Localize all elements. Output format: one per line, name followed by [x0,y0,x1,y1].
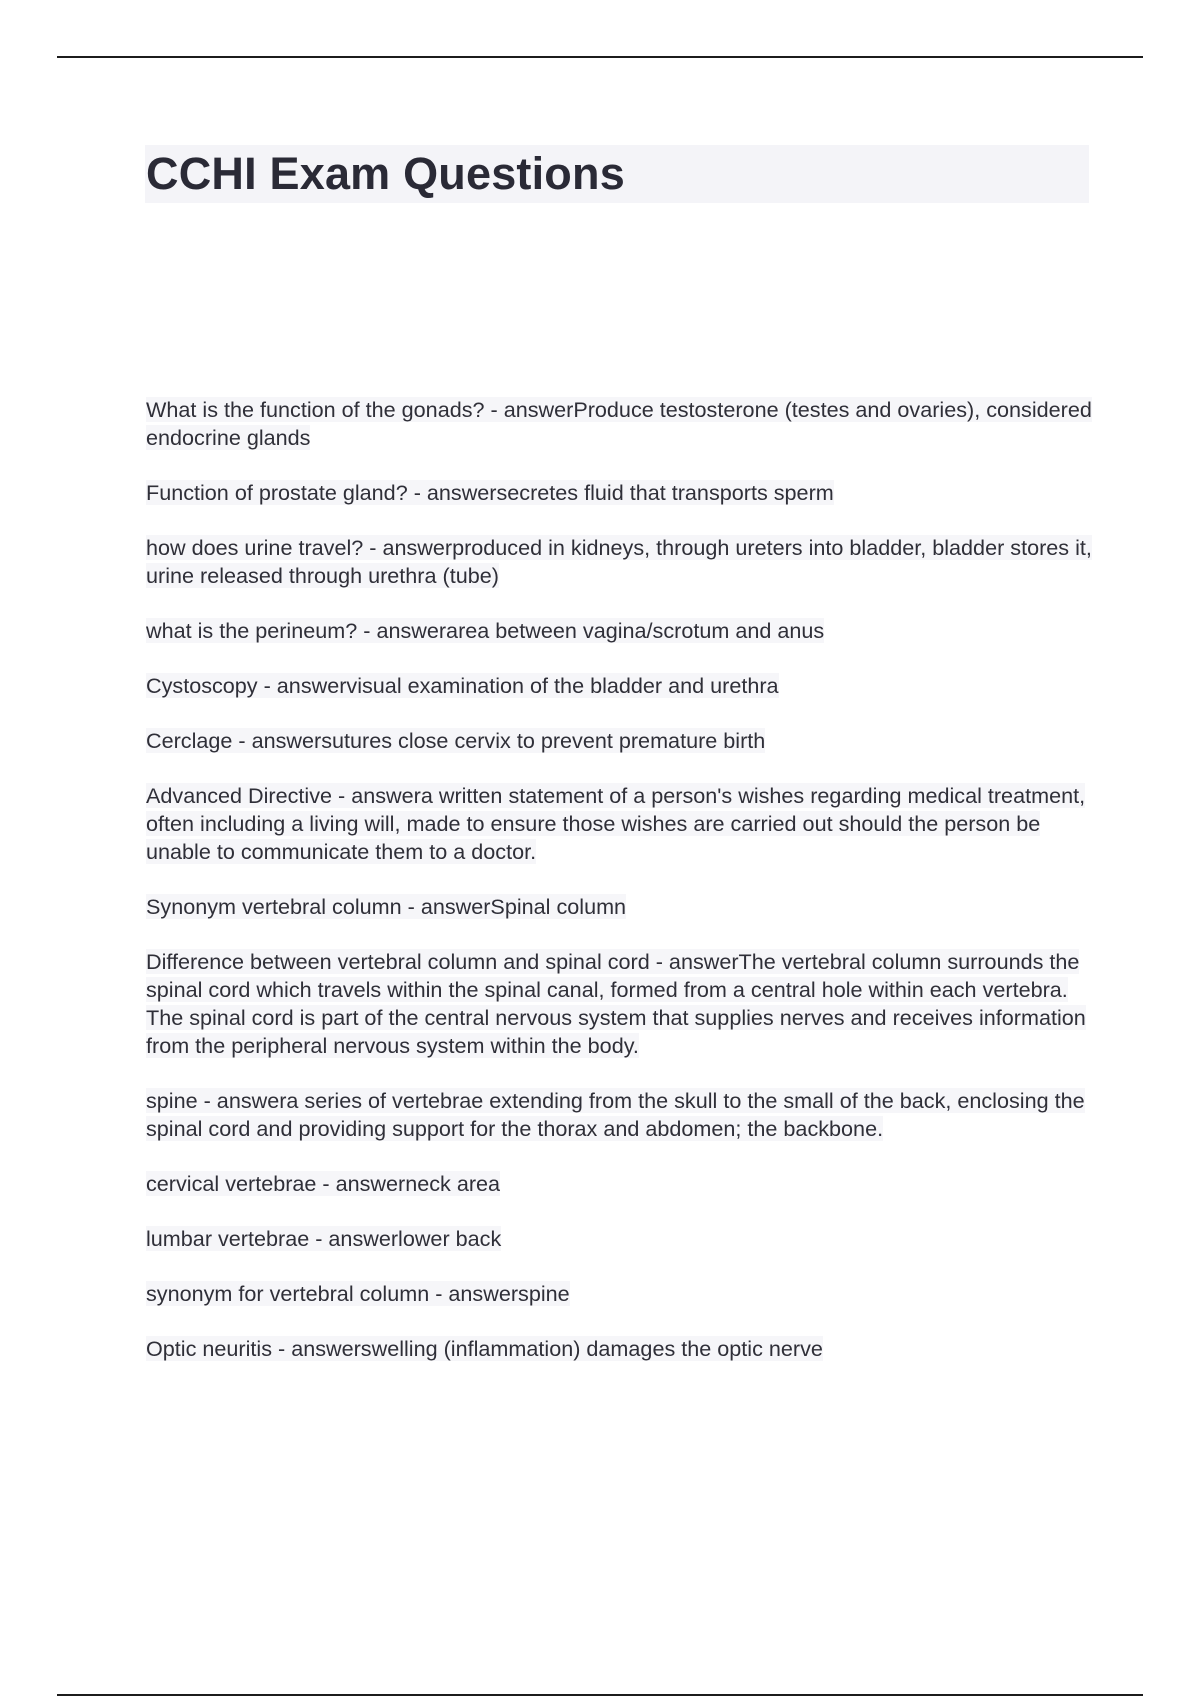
qa-text: synonym for vertebral column - answerspine [146,1281,570,1306]
qa-text: what is the perineum? - answerarea between vagina/scrotum and anus [146,618,825,643]
qa-item [146,727,1096,755]
page-title: CCHI Exam Questions [146,148,625,199]
qa-item [146,1225,1096,1253]
qa-text: Difference between vertebral column and spinal cord - answerThe vertebral column surrounds the spinal cord which travels within the spinal canal, formed from a central hole within each vertebra. The spinal cord is part of the central nervous system that supplies nerves and receives information from the peripheral nervous system within the body. [146,949,1086,1058]
qa-item [146,893,1096,921]
qa-item [146,782,1096,866]
qa-text: how does urine travel? - answerproduced in kidneys, through ureters into bladder, bladder stores it, urine released through urethra (tube) [146,535,1092,588]
qa-text: Advanced Directive - answera written statement of a person's wishes regarding medical treatment, often including a living will, made to ensure those wishes are carried out should the person be unable to communicate them to a doctor. [146,783,1086,864]
qa-item [146,617,1096,645]
qa-text: What is the function of the gonads? - answerProduce testosterone (testes and ovaries), considered endocrine glands [146,397,1092,450]
qa-item [146,1087,1096,1143]
qa-list [146,396,1096,1390]
qa-text: Synonym vertebral column - answerSpinal column [146,894,627,919]
qa-text: Cerclage - answersutures close cervix to prevent premature birth [146,728,766,753]
qa-item [146,396,1096,452]
top-divider [57,56,1143,58]
qa-text: cervical vertebrae - answerneck area [146,1171,501,1196]
qa-item [146,948,1096,1060]
qa-item [146,479,1096,507]
qa-text: Function of prostate gland? - answersecretes fluid that transports sperm [146,480,834,505]
qa-item [146,1280,1096,1308]
qa-item [146,672,1096,700]
qa-text: Cystoscopy - answervisual examination of the bladder and urethra [146,673,779,698]
bottom-divider [57,1694,1143,1696]
qa-text: Optic neuritis - answerswelling (inflammation) damages the optic nerve [146,1336,823,1361]
qa-item [146,1335,1096,1363]
qa-item [146,1170,1096,1198]
qa-text: lumbar vertebrae - answerlower back [146,1226,502,1251]
qa-text: spine - answera series of vertebrae extending from the skull to the small of the back, enclosing the spinal cord and providing support for the thorax and abdomen; the backbone. [146,1088,1085,1141]
qa-item [146,534,1096,590]
